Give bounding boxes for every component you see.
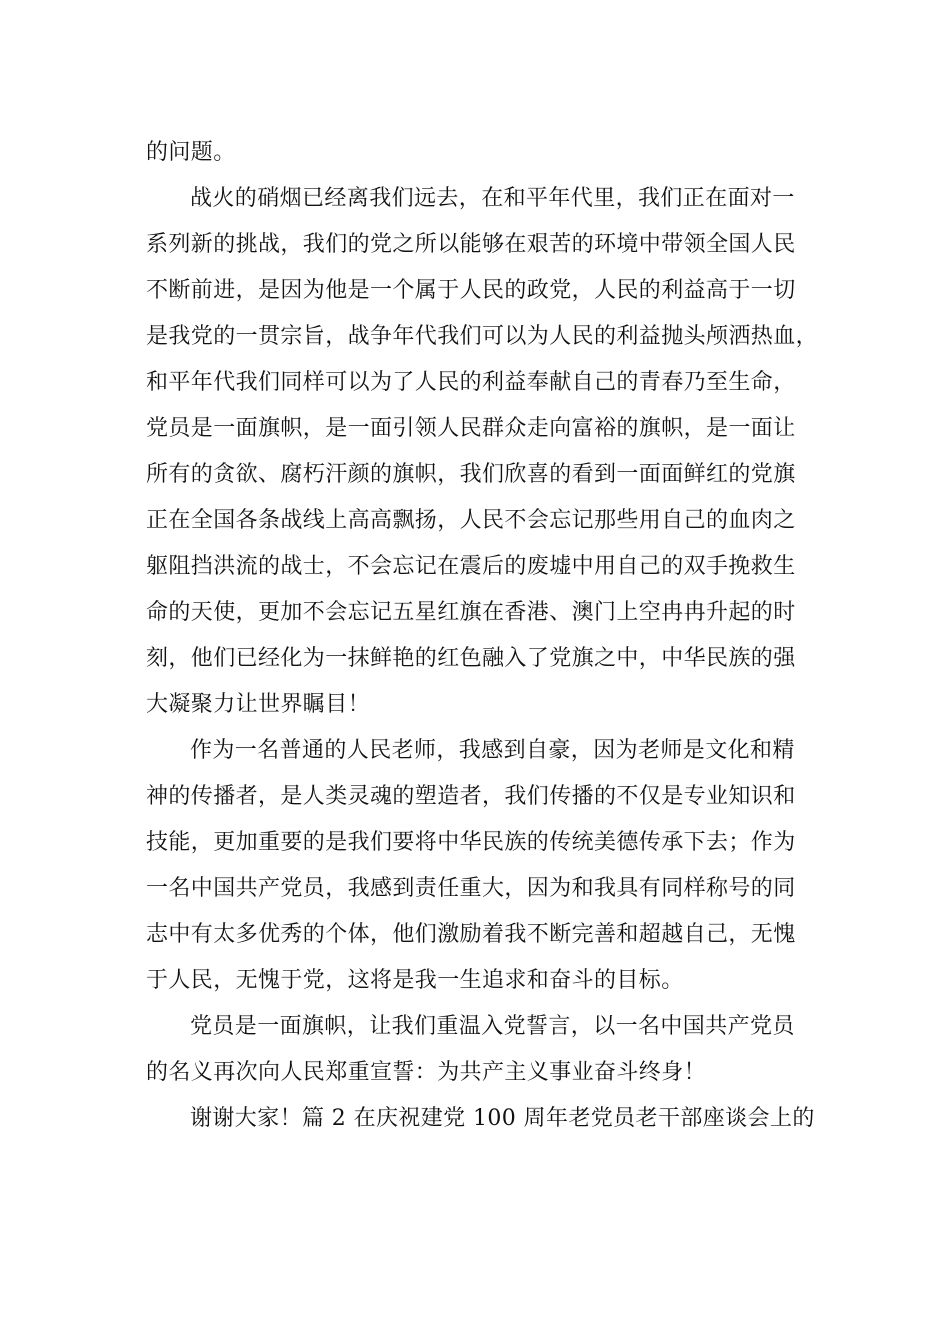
text-line: 刻，他们已经化为一抹鲜艳的红色融入了党旗之中，中华民族的强 xyxy=(146,646,796,671)
paragraph-start-line: 谢谢大家！篇 2 在庆祝建党 100 周年老党员老干部座谈会上的 xyxy=(190,1106,815,1131)
text-line: 志中有太多优秀的个体，他们激励着我不断完善和超越自己，无愧 xyxy=(146,922,796,947)
text-line: 躯阻挡洪流的战士，不会忘记在震后的废墟中用自己的双手挽救生 xyxy=(146,554,796,579)
document-body xyxy=(146,130,819,1142)
text-line: 的问题。 xyxy=(146,140,236,165)
text-line: 正在全国各条战线上高高飘扬，人民不会忘记那些用自己的血肉之 xyxy=(146,508,796,533)
paragraph-start-line: 战火的硝烟已经离我们远去，在和平年代里，我们正在面对一 xyxy=(190,186,795,211)
text-line: 的名义再次向人民郑重宣誓：为共产主义事业奋斗终身！ xyxy=(146,1060,707,1085)
text-line: 大凝聚力让世界瞩目！ xyxy=(146,692,371,717)
text-line: 神的传播者，是人类灵魂的塑造者，我们传播的不仅是专业知识和 xyxy=(146,784,796,809)
text-line: 所有的贪欲、腐朽汗颜的旗帜，我们欣喜的看到一面面鲜红的党旗 xyxy=(146,462,796,487)
text-line: 于人民，无愧于党，这将是我一生追求和奋斗的目标。 xyxy=(146,968,684,993)
text-line: 一名中国共产党员，我感到责任重大，因为和我具有同样称号的同 xyxy=(146,876,796,901)
text-line: 命的天使，更加不会忘记五星红旗在香港、澳门上空冉冉升起的时 xyxy=(146,600,796,625)
text-line: 不断前进，是因为他是一个属于人民的政党，人民的利益高于一切 xyxy=(146,278,796,303)
text-line: 和平年代我们同样可以为了人民的利益奉献自己的青春乃至生命， xyxy=(146,370,796,395)
text-line: 技能，更加重要的是我们要将中华民族的传统美德传承下去；作为 xyxy=(146,830,796,855)
text-line: 是我党的一贯宗旨，战争年代我们可以为人民的利益抛头颅洒热血， xyxy=(146,324,819,349)
text-line: 党员是一面旗帜，是一面引领人民群众走向富裕的旗帜，是一面让 xyxy=(146,416,796,441)
paragraph-start-line: 作为一名普通的人民老师，我感到自豪，因为老师是文化和精 xyxy=(190,738,795,763)
paragraph-start-line: 党员是一面旗帜，让我们重温入党誓言，以一名中国共产党员 xyxy=(190,1014,795,1039)
text-line: 系列新的挑战，我们的党之所以能够在艰苦的环境中带领全国人民 xyxy=(146,232,796,257)
